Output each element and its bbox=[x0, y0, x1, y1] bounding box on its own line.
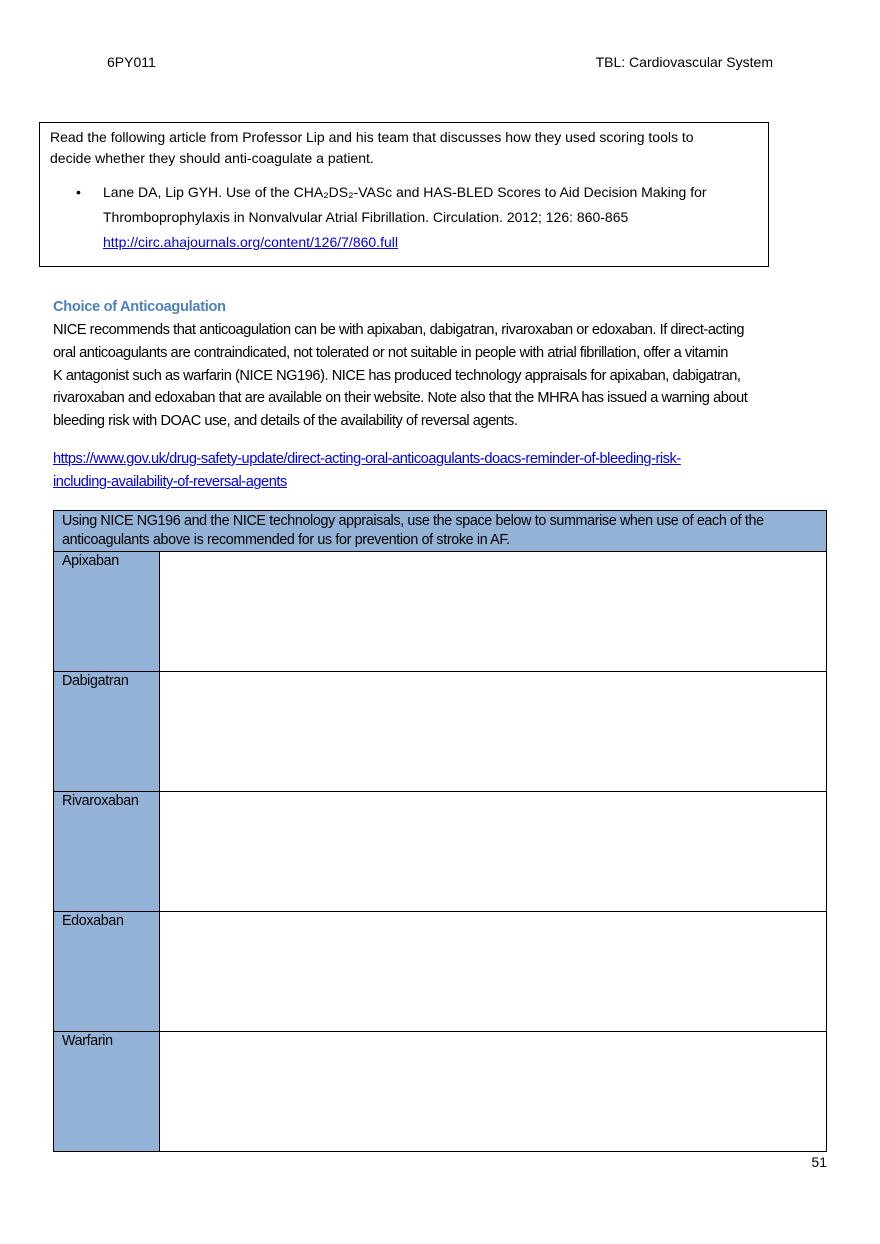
section-heading: Choice of Anticoagulation bbox=[53, 299, 226, 315]
intro-line: Read the following article from Professor Lip and his team that discusses how they used scoring tools to bbox=[50, 129, 694, 145]
bullet-icon: • bbox=[76, 184, 81, 200]
intro-line: decide whether they should anti-coagulate a patient. bbox=[50, 150, 374, 166]
table-row bbox=[54, 552, 827, 672]
course-code: 6PY011 bbox=[107, 54, 156, 70]
paragraph-line: NICE recommends that anticoagulation can be with apixaban, dabigatran, rivaroxaban or edoxaban. If direct-acting bbox=[53, 322, 745, 338]
page-number: 51 bbox=[811, 1154, 827, 1170]
table-header: Using NICE NG196 and the NICE technology appraisals, use the space below to summarise when use of each of the anticoagulants above is recommended for us for prevention of stroke in AF. bbox=[54, 511, 827, 552]
anticoagulant-summary-table bbox=[53, 510, 827, 1152]
answer-cell[interactable] bbox=[160, 792, 827, 912]
mhra-link[interactable]: https://www.gov.uk/drug-safety-update/direct-acting-oral-anticoagulants-doacs-reminder-of-bleeding-risk- bbox=[53, 451, 681, 467]
reference-line: Lane DA, Lip GYH. Use of the CHA₂DS₂-VASc and HAS-BLED Scores to Aid Decision Making for bbox=[103, 184, 707, 200]
header-title: TBL: Cardiovascular System bbox=[595, 54, 773, 70]
answer-cell[interactable] bbox=[160, 672, 827, 792]
row-label: Rivaroxaban bbox=[54, 792, 160, 912]
row-label: Dabigatran bbox=[54, 672, 160, 792]
paragraph-line: oral anticoagulants are contraindicated, not tolerated or not suitable in people with atrial fibrillation, offer a vitamin bbox=[53, 345, 728, 361]
table-row bbox=[54, 672, 827, 792]
row-label: Warfarin bbox=[54, 1032, 160, 1152]
answer-cell[interactable] bbox=[160, 1032, 827, 1152]
answer-cell[interactable] bbox=[160, 552, 827, 672]
mhra-link-continued[interactable]: including-availability-of-reversal-agents bbox=[53, 474, 287, 490]
table-row bbox=[54, 792, 827, 912]
row-label: Edoxaban bbox=[54, 912, 160, 1032]
article-link[interactable]: http://circ.ahajournals.org/content/126/7/860.full bbox=[103, 234, 398, 250]
reading-box bbox=[39, 122, 769, 267]
paragraph-line: K antagonist such as warfarin (NICE NG196). NICE has produced technology appraisals for apixaban, dabigatran, bbox=[53, 368, 741, 384]
paragraph-line: rivaroxaban and edoxaban that are available on their website. Note also that the MHRA has issued a warning about bbox=[53, 390, 748, 406]
row-label: Apixaban bbox=[54, 552, 160, 672]
table-row bbox=[54, 912, 827, 1032]
paragraph-line: bleeding risk with DOAC use, and details of the availability of reversal agents. bbox=[53, 413, 518, 429]
reference-line: Thromboprophylaxis in Nonvalvular Atrial Fibrillation. Circulation. 2012; 126: 860-865 bbox=[103, 209, 629, 225]
table-row bbox=[54, 1032, 827, 1152]
answer-cell[interactable] bbox=[160, 912, 827, 1032]
